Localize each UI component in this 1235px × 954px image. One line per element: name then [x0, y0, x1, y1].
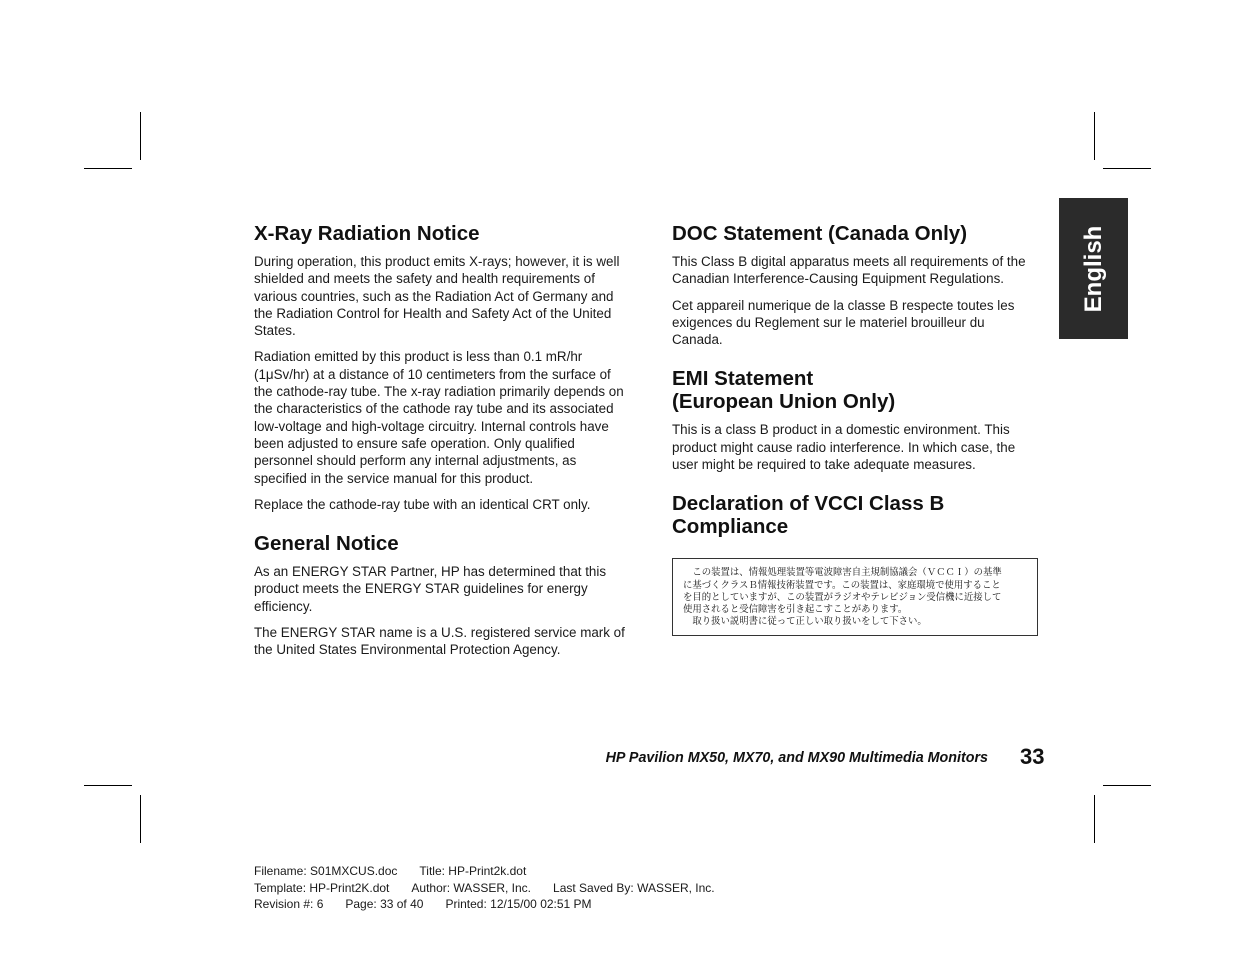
- crop-mark-bottom-right-horizontal: [1103, 785, 1151, 786]
- crop-mark-bottom-left-horizontal: [84, 785, 132, 786]
- general-heading: General Notice: [254, 532, 399, 556]
- emi-heading-line: (European Union Only): [672, 390, 896, 414]
- xray-heading: X-Ray Radiation Notice: [254, 222, 480, 245]
- doc-paragraph: This Class B digital apparatus meets all requirements of the Canadian Interference-Causing Equipment Regulations.: [672, 254, 1026, 287]
- metadata-row: [254, 896, 737, 913]
- metadata-row: [254, 880, 737, 897]
- xray-paragraph: Radiation emitted by this product is less than 0.1 mR/hr (1μSv/hr) at a distance of 10 centimeters from the surface of the cathode-ray tube. The x-ray radiation primarily depends on the characteristics of the cathode ray tube and its associated low-voltage and high-voltage circuitry. Internal controls have been adjusted to ensure safe operation. Only qualified personnel should perform any internal adjustments, as specified in the service manual for this product.: [254, 349, 624, 486]
- metadata-template: Template: HP-Print2K.dot: [254, 880, 390, 895]
- crop-mark-top-left-horizontal: [84, 168, 132, 169]
- vcci-heading: [672, 492, 1038, 538]
- document-metadata: [254, 863, 737, 913]
- doc-heading: DOC Statement (Canada Only): [672, 222, 968, 245]
- emi-section: [672, 367, 1038, 473]
- footer-title: HP Pavilion MX50, MX70, and MX90 Multimedia Monitors: [605, 750, 988, 766]
- vcci-notice-line: を目的としていますが、この装置がラジオやテレビジョン受信機に近接して: [683, 591, 1002, 603]
- general-paragraph: The ENERGY STAR name is a U.S. registered service mark of the United States Environmental Protection Agency.: [254, 625, 625, 658]
- emi-paragraph: This is a class B product in a domestic environment. This product might cause radio interference. In which case, the user might be required to take adequate measures.: [672, 422, 1016, 473]
- crop-mark-top-right-vertical: [1094, 112, 1095, 160]
- general-section: [254, 532, 630, 658]
- page-number: 33: [1020, 744, 1045, 769]
- crop-mark-bottom-left-vertical: [140, 795, 141, 843]
- metadata-page: Page: 33 of 40: [345, 897, 424, 911]
- vcci-notice-line: 使用されると受信障害を引き起こすことがあります。: [683, 603, 908, 615]
- crop-mark-top-left-vertical: [140, 112, 141, 160]
- metadata-title: Title: HP-Print2k.dot: [419, 864, 527, 878]
- right-column: [672, 222, 1038, 636]
- vcci-notice-line: この装置は、情報処理装置等電波障害自主規制協議会（ＶＣＣＩ）の基準: [683, 567, 1002, 579]
- xray-paragraph: Replace the cathode-ray tube with an identical CRT only.: [254, 496, 591, 512]
- vcci-notice-box: [672, 558, 1038, 636]
- crop-mark-top-right-horizontal: [1103, 168, 1151, 169]
- metadata-printed: Printed: 12/15/00 02:51 PM: [445, 897, 592, 911]
- doc-section: [672, 222, 1038, 348]
- metadata-revision: Revision #: 6: [254, 897, 324, 911]
- crop-mark-bottom-right-vertical: [1094, 795, 1095, 843]
- xray-section: [254, 222, 630, 513]
- vcci-section: [672, 492, 1038, 636]
- left-column: [254, 222, 630, 668]
- vcci-notice-line: に基づくクラスＢ情報技術装置です。この装置は、家庭環境で使用すること: [683, 579, 1001, 591]
- emi-heading: [672, 367, 1038, 413]
- emi-heading-line: EMI Statement: [672, 367, 814, 391]
- doc-paragraph: Cet appareil numerique de la classe B respecte toutes les exigences du Reglement sur le materiel brouilleur du Canada.: [672, 297, 1015, 348]
- metadata-filename: Filename: S01MXCUS.doc: [254, 864, 398, 878]
- metadata-row: [254, 863, 737, 880]
- metadata-last-saved: Last Saved By: WASSER, Inc.: [553, 880, 715, 895]
- vcci-notice-line: 取り扱い説明書に従って正しい取り扱いをして下さい。: [683, 616, 927, 628]
- language-tab-label: English: [1079, 225, 1107, 312]
- metadata-author: Author: WASSER, Inc.: [411, 880, 532, 895]
- xray-paragraph: During operation, this product emits X-rays; however, it is well shielded and meets the safety and health requirements of various countries, such as the Radiation Act of Germany and the Radiation Control for Health and Safety Act of the United States.: [254, 254, 620, 339]
- general-paragraph: As an ENERGY STAR Partner, HP has determined that this product meets the ENERGY STAR guidelines for energy efficiency.: [254, 564, 607, 614]
- vcci-heading-line: Compliance: [672, 515, 789, 539]
- language-tab: [1059, 198, 1128, 339]
- vcci-heading-line: Declaration of VCCI Class B: [672, 492, 945, 516]
